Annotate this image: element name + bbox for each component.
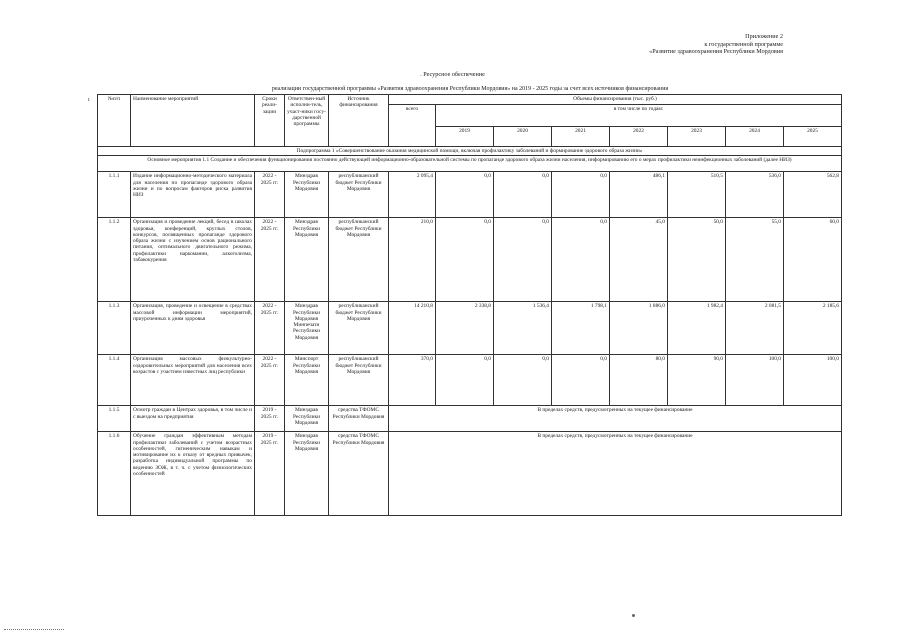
measure-responsible: Минздрав Республики Мордовия <box>285 218 329 302</box>
measure-row <box>98 218 842 302</box>
measure-row <box>98 172 842 218</box>
measure-year-value: 1 886,0 <box>610 302 668 355</box>
measure-number: 1.1.1 <box>98 172 131 218</box>
measure-year-value: 2 185,6 <box>784 302 842 355</box>
header-total: всего <box>389 105 436 147</box>
measure-number: 1.1.3 <box>98 302 131 355</box>
measure-source: республиканский бюджет Республики Мордовия <box>329 355 389 406</box>
measure-name: Организация, проведение и освещение в средствах массовой информации мероприятий, приуроченных к дням здоровья <box>131 302 255 355</box>
header-responsible: Ответствен-ный исполни-тель, участ-ники госу-дарственной программы <box>285 95 329 147</box>
measure-number: 1.1.4 <box>98 355 131 406</box>
measure-year-value: 0,0 <box>436 355 494 406</box>
measure-year-value: 0,0 <box>436 218 494 302</box>
measure-year-value: 100,0 <box>726 355 784 406</box>
appendix-note <box>649 33 783 56</box>
measure-year-value: 562,8 <box>784 172 842 218</box>
measure-source: республиканский бюджет Республики Мордовия <box>329 172 389 218</box>
measure-year-value: 0,0 <box>552 355 610 406</box>
measure-year-value: 45,0 <box>610 218 668 302</box>
measure-year-value: 510,5 <box>668 172 726 218</box>
measure-term: 2019 - 2025 гг. <box>255 406 285 432</box>
measure-term: 2022 - 2025 гг. <box>255 302 285 355</box>
header-year: 2023 <box>668 127 726 147</box>
appendix-line: к государственной программе <box>704 40 783 48</box>
measure-year-value: 50,0 <box>668 218 726 302</box>
measure-year-value: 0,0 <box>552 218 610 302</box>
measure-funding-note: В пределах средств, предусмотренных на текущее финансирование <box>389 406 842 432</box>
measure-number: 1.1.6 <box>98 432 131 516</box>
measure-responsible: Минспорт Республики Мордовия <box>285 355 329 406</box>
measure-year-value: 2 338,8 <box>436 302 494 355</box>
measure-row <box>98 432 842 516</box>
measure-row <box>98 302 842 355</box>
measure-year-value: 90,0 <box>668 355 726 406</box>
measure-responsible: Минздрав Республики Мордовия <box>285 172 329 218</box>
measure-name: Обучение граждан эффективным методам профилактики заболеваний с учетом возрастных особенностей, гигиеническим навыкам и мотивирование их к отказу от вредных привычек, разработка индивидуальной программы по ведению ЗОЖ, в т. ч. с учетом физиологических особенностей <box>131 432 255 516</box>
section-title: . Ресурсное обеспечение <box>420 71 485 78</box>
header-by-years: в том числе по годам: <box>436 105 842 127</box>
measure-term: 2019 - 2025 гг. <box>255 432 285 516</box>
measure-year-value: 55,0 <box>726 218 784 302</box>
measure-number: 1.1.2 <box>98 218 131 302</box>
measure-term: 2022 - 2025 гг. <box>255 218 285 302</box>
measure-year-value: 0,0 <box>494 172 552 218</box>
measure-source: средства ТФОМС Республики Мордовия <box>329 406 389 432</box>
measure-year-value: 0,0 <box>494 355 552 406</box>
measure-source: средства ТФОМС Республики Мордовия <box>329 432 389 516</box>
measure-responsible: Минздрав Республики Мордовия <box>285 406 329 432</box>
measure-year-value: 0,0 <box>436 172 494 218</box>
measure-year-value: 80,0 <box>610 355 668 406</box>
resource-table <box>97 94 842 516</box>
header-volume: Объемы финансирования (тыс. руб.) <box>389 95 842 105</box>
document-subtitle: реализации государственной программы «Развития здравоохранения Республики Мордовия» на 2019 - 2025 годы за счет всех источников финансирования <box>271 86 669 92</box>
measure-name: Организация массовых физкультурно-оздоровительных мероприятий для населения всех возрастов с участием известных лиц республики <box>131 355 255 406</box>
measure-year-value: 486,1 <box>610 172 668 218</box>
measure-year-value: 1 536,4 <box>494 302 552 355</box>
scan-dot <box>632 614 635 617</box>
measure-total: 370,0 <box>389 355 436 406</box>
measure-year-value: 0,0 <box>552 172 610 218</box>
scan-mark <box>4 629 64 633</box>
measure-row <box>98 406 842 432</box>
measure-responsible: Минздрав Республики Мордовия Минпечати Республики Мордовия <box>285 302 329 355</box>
measure-total: 14 210,8 <box>389 302 436 355</box>
main-measure-title: Основное мероприятия 1.1 Создание и обеспечения функционирования постоянно действующей информационно-образовательной системы по пропаганде здорового образа жизни населения, информированию его о мерах профилактики неинфекционных заболеваний (далее НИЗ) <box>98 156 842 172</box>
subprogram-title: Подпрограмма 1 «Совершенствование оказания медицинской помощи, включая профилактику заболеваний и формирование здорового образа жизни» <box>98 147 842 156</box>
measure-funding-note: В пределах средств, предусмотренных на текущее финансирование <box>389 432 842 516</box>
header-year: 2025 <box>784 127 842 147</box>
measure-year-value: 60,0 <box>784 218 842 302</box>
header-row <box>98 95 842 105</box>
header-source: Источник финансирования <box>329 95 389 147</box>
measure-responsible: Минздрав Республики Мордовия <box>285 432 329 516</box>
measure-year-value: 2 081,5 <box>726 302 784 355</box>
header-name: Наименование мероприятий <box>131 95 255 147</box>
header-year: 2024 <box>726 127 784 147</box>
measure-term: 2022 - 2025 гг. <box>255 172 285 218</box>
measure-name: Осмотр граждан в Центрах здоровья, в том числе и с выездом на предприятия <box>131 406 255 432</box>
measure-source: республиканский бюджет Республики Мордовия <box>329 302 389 355</box>
header-year: 2019 <box>436 127 494 147</box>
header-year: 2020 <box>494 127 552 147</box>
measure-year-value: 0,0 <box>494 218 552 302</box>
measure-source: республиканский бюджет Республики Мордовия <box>329 218 389 302</box>
header-term: Сроки реали-зации <box>255 95 285 147</box>
measure-year-value: 1 982,4 <box>668 302 726 355</box>
header-num: №п/п <box>98 95 131 147</box>
measure-row <box>98 355 842 406</box>
appendix-line: «Развитие здравоохранения Республики Мордовия <box>649 48 783 56</box>
margin-mark: ı <box>88 97 90 103</box>
subprogram-row <box>98 147 842 156</box>
measure-year-value: 100,0 <box>784 355 842 406</box>
measure-year-value: 536,0 <box>726 172 784 218</box>
measure-total: 210,0 <box>389 218 436 302</box>
measure-year-value: 1 798,1 <box>552 302 610 355</box>
appendix-line: Приложение 2 <box>745 33 783 40</box>
measure-term: 2022 - 2025 гг. <box>255 355 285 406</box>
measure-name: Организация и проведение лекций, бесед в школах здоровья, конференций, круглых столов, конкурсов, посвященных пропаганде здорового образа жизни с изучением основ рационального питания, оптимального двигательного режима, профилактики наркомании, алкоголизма, табакокурения <box>131 218 255 302</box>
main-measure-row <box>98 156 842 172</box>
measure-number: 1.1.5 <box>98 406 131 432</box>
measure-name: Издание информационно-методического материала для населения по пропаганде здорового образа жизни и по вопросам факторов риска развития НИЗ <box>131 172 255 218</box>
header-year: 2021 <box>552 127 610 147</box>
header-year: 2022 <box>610 127 668 147</box>
measure-total: 2 095,4 <box>389 172 436 218</box>
